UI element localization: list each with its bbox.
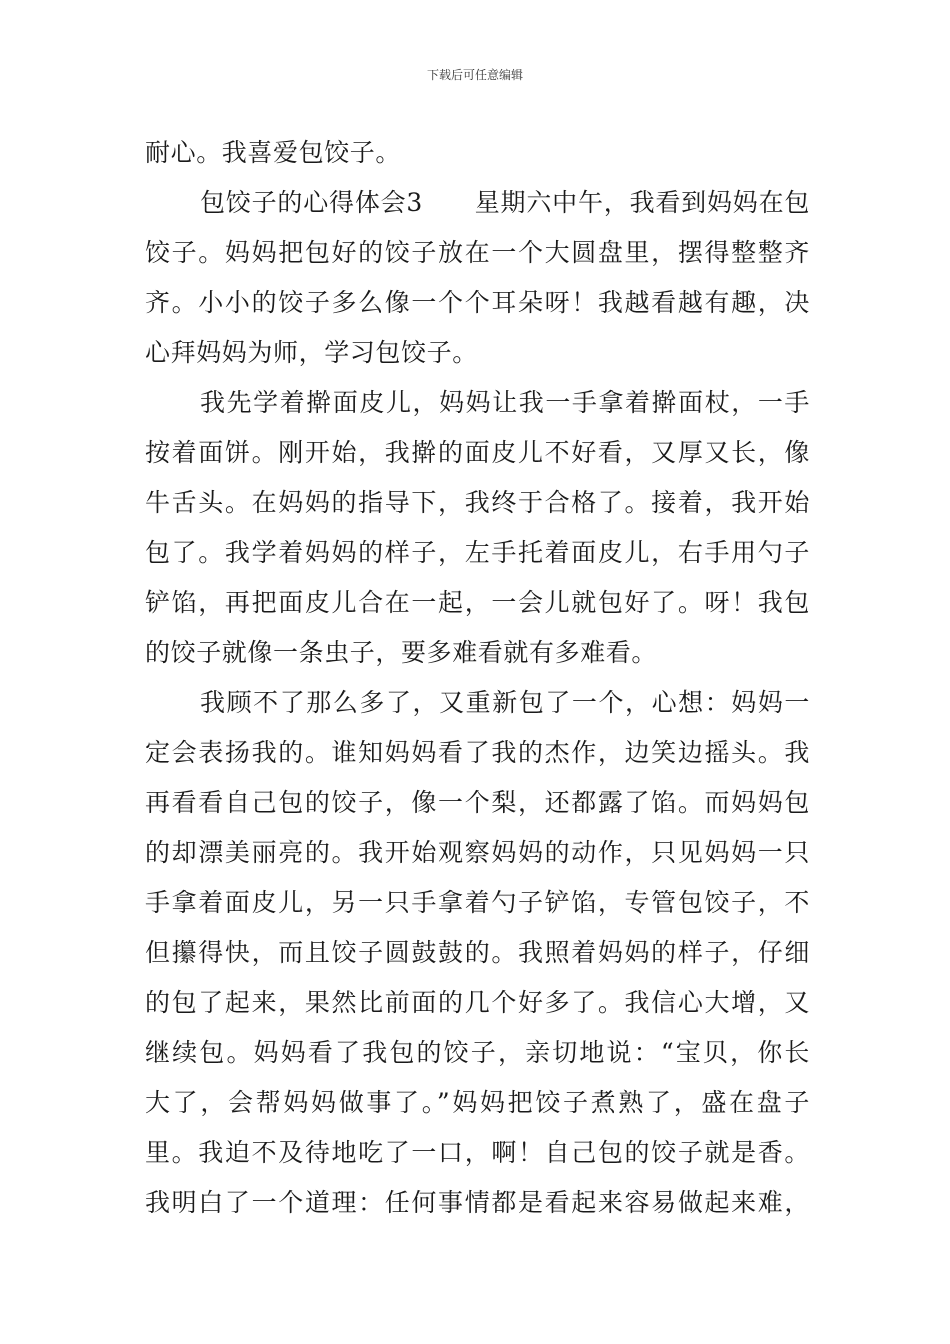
text-line: 的饺子就像一条虫子，要多难看就有多难看。 (145, 638, 658, 667)
text-line: 齐。小小的饺子多么像一个个耳朵呀！我越看越有趣，决 (145, 288, 810, 317)
text-line: 包饺子的心得体会3 星期六中午，我看到妈妈在包 (200, 188, 810, 217)
text-line: 的包了起来，果然比前面的几个好多了。我信心大增，又 (145, 988, 810, 1017)
text-line: 再看看自己包的饺子，像一个梨，还都露了馅。而妈妈包 (145, 788, 810, 817)
text-line: 继续包。妈妈看了我包的饺子，亲切地说：“宝贝，你长 (145, 1038, 810, 1067)
text-line: 手拿着面皮儿，另一只手拿着勺子铲馅，专管包饺子，不 (145, 888, 810, 917)
text-line: 饺子。妈妈把包好的饺子放在一个大圆盘里，摆得整整齐 (145, 238, 810, 267)
text-line: 的却漂美丽亮的。我开始观察妈妈的动作，只见妈妈一只 (145, 838, 810, 867)
text-line: 按着面饼。刚开始，我擀的面皮儿不好看，又厚又长，像 (145, 438, 810, 467)
text-line: 但攥得快，而且饺子圆鼓鼓的。我照着妈妈的样子，仔细 (145, 938, 810, 967)
text-line: 定会表扬我的。谁知妈妈看了我的杰作，边笑边摇头。我 (145, 738, 810, 767)
text-line: 我先学着擀面皮儿，妈妈让我一手拿着擀面杖，一手 (200, 388, 810, 417)
document-body (145, 128, 810, 1228)
text-line: 里。我迫不及待地吃了一口，啊！自己包的饺子就是香。 (145, 1138, 810, 1167)
text-line: 我顾不了那么多了，又重新包了一个，心想：妈妈一 (200, 688, 810, 717)
page-header: 下载后可任意编辑 (426, 68, 523, 82)
text-line: 牛舌头。在妈妈的指导下，我终于合格了。接着，我开始 (145, 488, 810, 517)
text-line: 包了。我学着妈妈的样子，左手托着面皮儿，右手用勺子 (145, 538, 810, 567)
text-line: 我明白了一个道理：任何事情都是看起来容易做起来难， (145, 1188, 810, 1217)
text-line: 铲馅，再把面皮儿合在一起，一会儿就包好了。呀！我包 (145, 588, 810, 617)
text-line: 心拜妈妈为师，学习包饺子。 (145, 338, 478, 367)
text-line: 耐心。我喜爱包饺子。 (145, 138, 402, 167)
text-line: 大了，会帮妈妈做事了。”妈妈把饺子煮熟了，盛在盘子 (145, 1088, 810, 1117)
